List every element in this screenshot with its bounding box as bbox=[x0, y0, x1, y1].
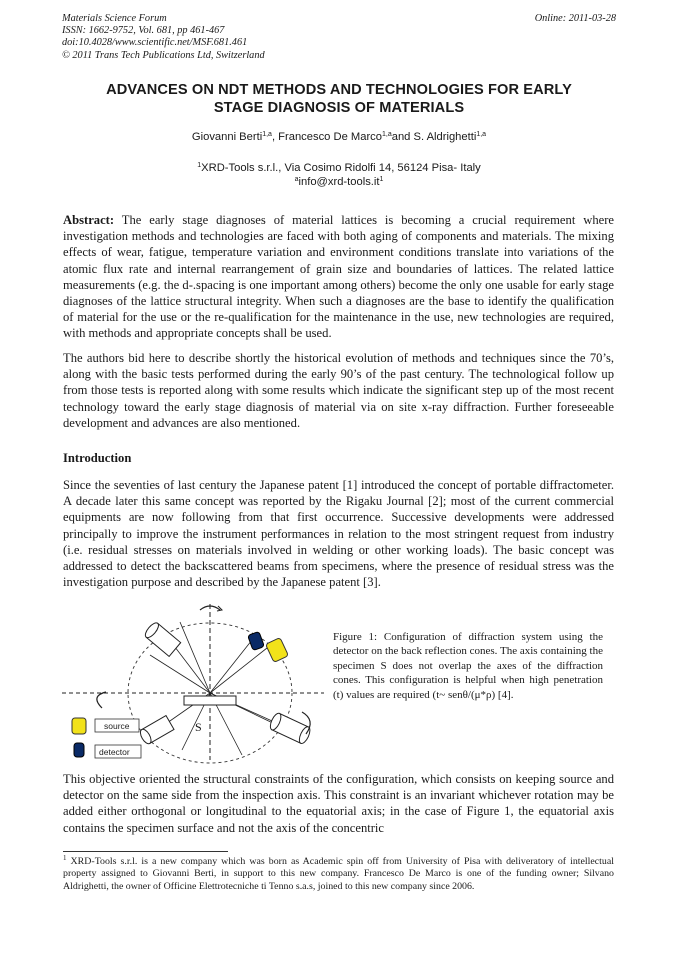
footnote bbox=[63, 856, 614, 893]
abstract-paragraph-1 bbox=[63, 212, 614, 342]
email-marker: a bbox=[294, 176, 299, 183]
source-element bbox=[266, 638, 289, 663]
section-heading-introduction: Introduction bbox=[63, 451, 132, 465]
intro-paragraph-2: This objective oriented the structural constraints of the configuration, which consists on keeping source and detector on the same side from the inspection axis. This constraint is an invariant whichever rotation may be added either orthogonal or longitudinal to the equatorial axis; in the case of Figure 1, the equatorial axis contains the specimen surface and not the axis of the concentric bbox=[63, 772, 614, 835]
legend-detector-label: detector bbox=[99, 747, 130, 757]
author-2: Francesco De Marco bbox=[278, 131, 382, 143]
journal-name: Materials Science Forum bbox=[62, 13, 167, 24]
author-2-affil: 1,a bbox=[382, 131, 392, 138]
author-list bbox=[60, 131, 618, 143]
figure-1-caption: Figure 1: Configuration of diffraction system using the detector on the back reflection cones. The axis containing the specimen S does not overlap the axes of the diffraction cones. This configuration is helpful when high penetration (t) values are required (t~ senθ/(μ*ρ) [4]. bbox=[333, 631, 603, 701]
footnote-text: XRD-Tools s.r.l. is a new company which was born as Academic spin off from University of Pisa with deliveratory of intellectual property assigned to Giovanni Berti, in support to this new company. Francesco De Marco is one of the funding owner; Silvano Aldrighetti, the owner of Officine Elettrotecniche ti Tenno s.a.s, joined to this new company since 2006. bbox=[63, 856, 614, 892]
figure-1 bbox=[62, 600, 332, 768]
affiliation bbox=[60, 161, 618, 189]
author-separator: , bbox=[271, 131, 279, 143]
intro-paragraph-1: Since the seventies of last century the Japanese patent [1] introduced the concept of portable diffractometer. A decade later this same concept was reported by the Rigaku Journal [2]; most of the current commercial equipments are now following from that first occurrence. Successive developments were addressed principally to improve the instrument performances in relation to the most stringent request from industry (i.e. residual stresses on materials involved in welding or other working loads). The basic concept was addressed to detect the backscattered beams from specimens, where the presence of residual stress was the investigation purpose and described by the Japanese patent [3]. bbox=[63, 478, 614, 590]
footnote-marker: 1 bbox=[63, 854, 67, 862]
specimen-label: S bbox=[195, 720, 202, 734]
diffraction-diagram bbox=[62, 600, 332, 768]
copyright-line: © 2011 Trans Tech Publications Ltd, Switzerland bbox=[62, 49, 265, 61]
tilt-arrow-icon bbox=[97, 692, 106, 708]
issn-line: ISSN: 1662-9752, Vol. 681, pp 461-467 bbox=[62, 25, 225, 37]
affiliation-marker: 1 bbox=[197, 162, 202, 169]
footnote-divider bbox=[63, 851, 228, 852]
abstract-label: Abstract: bbox=[63, 213, 115, 227]
author-1: Giovanni Berti bbox=[191, 131, 263, 143]
xray-tube-lower bbox=[138, 716, 174, 746]
online-date: Online: 2011-03-28 bbox=[534, 13, 616, 24]
title-line-2: STAGE DIAGNOSIS OF MATERIALS bbox=[213, 100, 465, 116]
detector-element bbox=[248, 631, 265, 650]
legend-source-label: source bbox=[104, 721, 130, 731]
abstract-text-1: The early stage diagnoses of material lattices is becoming a crucial requirement where investigation methods and technologies are faced with both aging of components and materials. The mixing effects of wear, fatigue, temperature variation and environment conditions translate into variations of the atomic flux rate and internal rearrangement of grain size and boundaries of lattices. The related lattice measurements (e.g. the d-.spacing is one important among others) become the only one usable for early stage diagnoses of the lattice structural integrity. When such a diagnoses are the base to identify the qualification of material for the use or the re-qualification for the maintenance in the use, new technologies are required, with methods and appropriate concepts shall be used. bbox=[63, 213, 614, 341]
doi-line: doi:10.4028/www.scientific.net/MSF.681.461 bbox=[62, 37, 248, 49]
legend-detector-swatch bbox=[74, 743, 84, 757]
specimen bbox=[184, 696, 236, 705]
running-header bbox=[62, 13, 616, 62]
paper-title bbox=[60, 81, 618, 117]
xray-tube-right bbox=[268, 712, 312, 745]
author-1-affil: 1,a bbox=[262, 131, 272, 138]
title-line-1: ADVANCES ON NDT METHODS AND TECHNOLOGIES FOR EARLY bbox=[106, 82, 572, 98]
author-3: S. Aldrighetti bbox=[413, 131, 477, 143]
legend-source-swatch bbox=[72, 718, 86, 734]
author-separator: and bbox=[391, 131, 414, 143]
author-3-affil: 1,a bbox=[476, 131, 487, 138]
affiliation-address: XRD-Tools s.r.l., Via Cosimo Ridolfi 14, 56124 Pisa- Italy bbox=[201, 162, 481, 174]
xray-tube-upper bbox=[143, 621, 181, 657]
email-footnote-marker: 1 bbox=[379, 176, 384, 183]
abstract-paragraph-2: The authors bid here to describe shortly the historical evolution of methods and techniques since the 70’s, along with the basic tests performed during the early 90’s of the past century. The technological follow up from those tests is reported along with some results which indicate the significant step up of the most recent technology toward the early stage diagnosis of material via on site x-ray diffraction. Further foreseeable development and advances are also mentioned. bbox=[63, 351, 614, 430]
contact-email: info@xrd-tools.it bbox=[298, 176, 380, 188]
